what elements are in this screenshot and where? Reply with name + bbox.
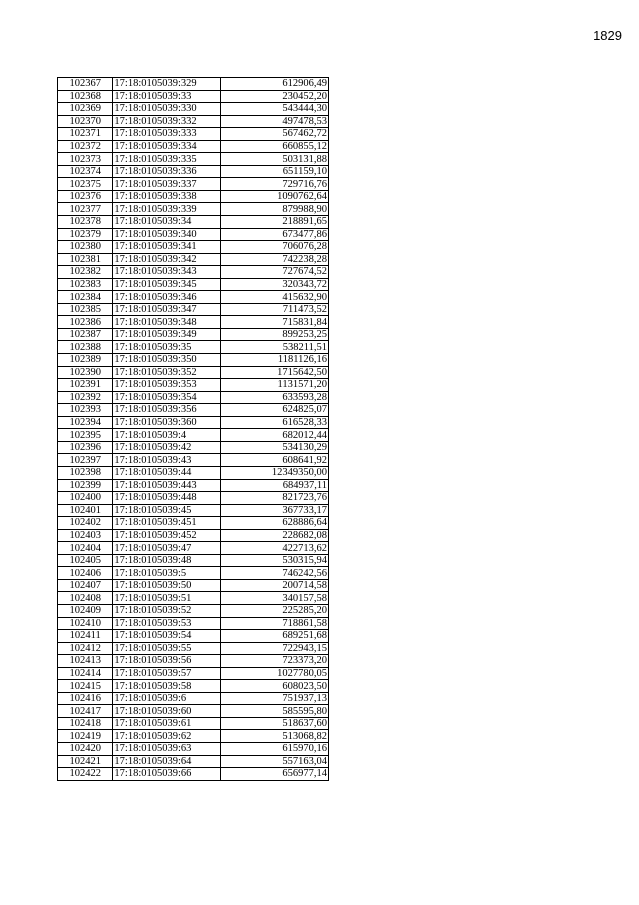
table-row xyxy=(58,604,329,617)
row-number-cell: 102381 xyxy=(58,253,113,266)
cadastral-value-cell: 1027780,05 xyxy=(221,667,329,680)
row-number-cell: 102421 xyxy=(58,755,113,768)
cadastral-value-cell: 612906,49 xyxy=(221,78,329,91)
row-number-cell: 102374 xyxy=(58,165,113,178)
table-body xyxy=(58,78,329,781)
row-number-cell: 102414 xyxy=(58,667,113,680)
cadastral-number-cell: 17:18:0105039:43 xyxy=(113,454,221,467)
cadastral-value-cell: 1181126,16 xyxy=(221,354,329,367)
table-row xyxy=(58,680,329,693)
cadastral-number-cell: 17:18:0105039:63 xyxy=(113,742,221,755)
row-number-cell: 102410 xyxy=(58,617,113,630)
cadastral-value-cell: 706076,28 xyxy=(221,241,329,254)
table-row xyxy=(58,78,329,91)
table-row xyxy=(58,416,329,429)
cadastral-value-cell: 821723,76 xyxy=(221,492,329,505)
cadastral-value-cell: 624825,07 xyxy=(221,404,329,417)
row-number-cell: 102397 xyxy=(58,454,113,467)
cadastral-number-cell: 17:18:0105039:329 xyxy=(113,78,221,91)
cadastral-number-cell: 17:18:0105039:34 xyxy=(113,216,221,229)
table-row xyxy=(58,542,329,555)
table-row xyxy=(58,178,329,191)
table-row xyxy=(58,203,329,216)
cadastral-number-cell: 17:18:0105039:354 xyxy=(113,391,221,404)
cadastral-value-cell: 513068,82 xyxy=(221,730,329,743)
cadastral-value-cell: 415632,90 xyxy=(221,291,329,304)
cadastral-value-cell: 689251,68 xyxy=(221,630,329,643)
cadastral-value-cell: 651159,10 xyxy=(221,165,329,178)
row-number-cell: 102416 xyxy=(58,692,113,705)
cadastral-number-cell: 17:18:0105039:347 xyxy=(113,303,221,316)
cadastral-number-cell: 17:18:0105039:352 xyxy=(113,366,221,379)
cadastral-value-cell: 751937,13 xyxy=(221,692,329,705)
cadastral-number-cell: 17:18:0105039:50 xyxy=(113,579,221,592)
table-row xyxy=(58,140,329,153)
cadastral-number-cell: 17:18:0105039:337 xyxy=(113,178,221,191)
cadastral-value-cell: 543444,30 xyxy=(221,103,329,116)
table-row xyxy=(58,366,329,379)
row-number-cell: 102368 xyxy=(58,90,113,103)
row-number-cell: 102395 xyxy=(58,429,113,442)
cadastral-number-cell: 17:18:0105039:345 xyxy=(113,278,221,291)
row-number-cell: 102394 xyxy=(58,416,113,429)
cadastral-value-cell: 497478,53 xyxy=(221,115,329,128)
cadastral-number-cell: 17:18:0105039:53 xyxy=(113,617,221,630)
cadastral-number-cell: 17:18:0105039:51 xyxy=(113,592,221,605)
cadastral-value-cell: 12349350,00 xyxy=(221,466,329,479)
row-number-cell: 102418 xyxy=(58,717,113,730)
table-row xyxy=(58,768,329,781)
row-number-cell: 102371 xyxy=(58,128,113,141)
table-row xyxy=(58,103,329,116)
cadastral-number-cell: 17:18:0105039:336 xyxy=(113,165,221,178)
cadastral-value-cell: 746242,56 xyxy=(221,567,329,580)
cadastral-number-cell: 17:18:0105039:56 xyxy=(113,655,221,668)
cadastral-number-cell: 17:18:0105039:52 xyxy=(113,604,221,617)
cadastral-number-cell: 17:18:0105039:6 xyxy=(113,692,221,705)
cadastral-number-cell: 17:18:0105039:334 xyxy=(113,140,221,153)
row-number-cell: 102388 xyxy=(58,341,113,354)
row-number-cell: 102399 xyxy=(58,479,113,492)
table-row xyxy=(58,165,329,178)
cadastral-number-cell: 17:18:0105039:338 xyxy=(113,190,221,203)
cadastral-number-cell: 17:18:0105039:339 xyxy=(113,203,221,216)
table-row xyxy=(58,328,329,341)
cadastral-value-cell: 320343,72 xyxy=(221,278,329,291)
cadastral-value-cell: 727674,52 xyxy=(221,266,329,279)
table-row xyxy=(58,630,329,643)
row-number-cell: 102372 xyxy=(58,140,113,153)
cadastral-value-cell: 742238,28 xyxy=(221,253,329,266)
row-number-cell: 102412 xyxy=(58,642,113,655)
cadastral-value-cell: 422713,62 xyxy=(221,542,329,555)
cadastral-value-cell: 518637,60 xyxy=(221,717,329,730)
cadastral-number-cell: 17:18:0105039:44 xyxy=(113,466,221,479)
row-number-cell: 102407 xyxy=(58,579,113,592)
table-row xyxy=(58,291,329,304)
row-number-cell: 102417 xyxy=(58,705,113,718)
table-row xyxy=(58,466,329,479)
table-row xyxy=(58,517,329,530)
cadastral-number-cell: 17:18:0105039:48 xyxy=(113,554,221,567)
row-number-cell: 102422 xyxy=(58,768,113,781)
cadastral-number-cell: 17:18:0105039:443 xyxy=(113,479,221,492)
row-number-cell: 102391 xyxy=(58,379,113,392)
cadastral-value-cell: 538211,51 xyxy=(221,341,329,354)
cadastral-value-cell: 1131571,20 xyxy=(221,379,329,392)
cadastral-number-cell: 17:18:0105039:66 xyxy=(113,768,221,781)
cadastral-value-cell: 660855,12 xyxy=(221,140,329,153)
cadastral-number-cell: 17:18:0105039:55 xyxy=(113,642,221,655)
row-number-cell: 102396 xyxy=(58,441,113,454)
table-row xyxy=(58,742,329,755)
row-number-cell: 102379 xyxy=(58,228,113,241)
cadastral-value-cell: 608641,92 xyxy=(221,454,329,467)
cadastral-number-cell: 17:18:0105039:5 xyxy=(113,567,221,580)
row-number-cell: 102376 xyxy=(58,190,113,203)
table-row xyxy=(58,90,329,103)
row-number-cell: 102369 xyxy=(58,103,113,116)
table-row xyxy=(58,429,329,442)
cadastral-value-cell: 628886,64 xyxy=(221,517,329,530)
cadastral-value-cell: 585595,80 xyxy=(221,705,329,718)
cadastral-value-cell: 225285,20 xyxy=(221,604,329,617)
table-row xyxy=(58,266,329,279)
row-number-cell: 102390 xyxy=(58,366,113,379)
table-row xyxy=(58,354,329,367)
cadastral-value-cell: 228682,08 xyxy=(221,529,329,542)
cadastral-value-cell: 879988,90 xyxy=(221,203,329,216)
cadastral-value-cell: 723373,20 xyxy=(221,655,329,668)
table-row xyxy=(58,216,329,229)
row-number-cell: 102409 xyxy=(58,604,113,617)
row-number-cell: 102413 xyxy=(58,655,113,668)
table-row xyxy=(58,642,329,655)
row-number-cell: 102393 xyxy=(58,404,113,417)
cadastral-number-cell: 17:18:0105039:346 xyxy=(113,291,221,304)
cadastral-number-cell: 17:18:0105039:330 xyxy=(113,103,221,116)
table-row xyxy=(58,705,329,718)
table-row xyxy=(58,278,329,291)
row-number-cell: 102403 xyxy=(58,529,113,542)
cadastral-number-cell: 17:18:0105039:45 xyxy=(113,504,221,517)
cadastral-number-cell: 17:18:0105039:332 xyxy=(113,115,221,128)
table-row xyxy=(58,529,329,542)
table-row xyxy=(58,190,329,203)
table-row xyxy=(58,153,329,166)
row-number-cell: 102411 xyxy=(58,630,113,643)
cadastral-value-cell: 1090762,64 xyxy=(221,190,329,203)
row-number-cell: 102408 xyxy=(58,592,113,605)
row-number-cell: 102387 xyxy=(58,328,113,341)
table-row xyxy=(58,341,329,354)
cadastral-number-cell: 17:18:0105039:54 xyxy=(113,630,221,643)
cadastral-number-cell: 17:18:0105039:356 xyxy=(113,404,221,417)
table-row xyxy=(58,492,329,505)
row-number-cell: 102405 xyxy=(58,554,113,567)
table-row xyxy=(58,228,329,241)
cadastral-number-cell: 17:18:0105039:349 xyxy=(113,328,221,341)
cadastral-number-cell: 17:18:0105039:448 xyxy=(113,492,221,505)
row-number-cell: 102398 xyxy=(58,466,113,479)
cadastral-number-cell: 17:18:0105039:342 xyxy=(113,253,221,266)
cadastral-value-cell: 711473,52 xyxy=(221,303,329,316)
row-number-cell: 102380 xyxy=(58,241,113,254)
row-number-cell: 102373 xyxy=(58,153,113,166)
cadastral-value-cell: 899253,25 xyxy=(221,328,329,341)
cadastral-number-cell: 17:18:0105039:335 xyxy=(113,153,221,166)
cadastral-value-cell: 729716,76 xyxy=(221,178,329,191)
cadastral-value-cell: 615970,16 xyxy=(221,742,329,755)
row-number-cell: 102402 xyxy=(58,517,113,530)
table-row xyxy=(58,316,329,329)
cadastral-value-cell: 673477,86 xyxy=(221,228,329,241)
cadastral-number-cell: 17:18:0105039:333 xyxy=(113,128,221,141)
cadastral-number-cell: 17:18:0105039:42 xyxy=(113,441,221,454)
table-row xyxy=(58,404,329,417)
row-number-cell: 102389 xyxy=(58,354,113,367)
table-row xyxy=(58,554,329,567)
cadastral-number-cell: 17:18:0105039:350 xyxy=(113,354,221,367)
cadastral-number-cell: 17:18:0105039:452 xyxy=(113,529,221,542)
row-number-cell: 102377 xyxy=(58,203,113,216)
table-row xyxy=(58,441,329,454)
cadastral-number-cell: 17:18:0105039:58 xyxy=(113,680,221,693)
row-number-cell: 102384 xyxy=(58,291,113,304)
row-number-cell: 102415 xyxy=(58,680,113,693)
cadastral-value-cell: 684937,11 xyxy=(221,479,329,492)
table-row xyxy=(58,241,329,254)
cadastral-value-cell: 722943,15 xyxy=(221,642,329,655)
row-number-cell: 102401 xyxy=(58,504,113,517)
table-row xyxy=(58,128,329,141)
table-row xyxy=(58,454,329,467)
cadastral-number-cell: 17:18:0105039:343 xyxy=(113,266,221,279)
row-number-cell: 102392 xyxy=(58,391,113,404)
table-row xyxy=(58,730,329,743)
cadastral-number-cell: 17:18:0105039:61 xyxy=(113,717,221,730)
cadastral-value-cell: 682012,44 xyxy=(221,429,329,442)
cadastral-number-cell: 17:18:0105039:35 xyxy=(113,341,221,354)
cadastral-value-cell: 218891,65 xyxy=(221,216,329,229)
cadastral-number-cell: 17:18:0105039:451 xyxy=(113,517,221,530)
cadastral-value-cell: 608023,50 xyxy=(221,680,329,693)
cadastral-value-cell: 557163,04 xyxy=(221,755,329,768)
table-row xyxy=(58,303,329,316)
cadastral-value-cell: 715831,84 xyxy=(221,316,329,329)
cadastral-value-cell: 633593,28 xyxy=(221,391,329,404)
row-number-cell: 102370 xyxy=(58,115,113,128)
cadastral-number-cell: 17:18:0105039:360 xyxy=(113,416,221,429)
table-row xyxy=(58,667,329,680)
cadastral-value-cell: 503131,88 xyxy=(221,153,329,166)
row-number-cell: 102367 xyxy=(58,78,113,91)
row-number-cell: 102378 xyxy=(58,216,113,229)
table-row xyxy=(58,617,329,630)
cadastral-number-cell: 17:18:0105039:340 xyxy=(113,228,221,241)
table-row xyxy=(58,655,329,668)
table-row xyxy=(58,379,329,392)
table-row xyxy=(58,567,329,580)
row-number-cell: 102420 xyxy=(58,742,113,755)
table-row xyxy=(58,579,329,592)
cadastral-number-cell: 17:18:0105039:64 xyxy=(113,755,221,768)
row-number-cell: 102419 xyxy=(58,730,113,743)
cadastral-value-cell: 340157,58 xyxy=(221,592,329,605)
cadastral-value-cell: 567462,72 xyxy=(221,128,329,141)
cadastral-number-cell: 17:18:0105039:57 xyxy=(113,667,221,680)
row-number-cell: 102383 xyxy=(58,278,113,291)
table-row xyxy=(58,115,329,128)
table-row xyxy=(58,592,329,605)
row-number-cell: 102382 xyxy=(58,266,113,279)
cadastral-number-cell: 17:18:0105039:341 xyxy=(113,241,221,254)
row-number-cell: 102375 xyxy=(58,178,113,191)
table-row xyxy=(58,479,329,492)
cadastral-value-cell: 200714,58 xyxy=(221,579,329,592)
cadastral-value-cell: 718861,58 xyxy=(221,617,329,630)
cadastral-number-cell: 17:18:0105039:62 xyxy=(113,730,221,743)
row-number-cell: 102386 xyxy=(58,316,113,329)
cadastral-value-cell: 367733,17 xyxy=(221,504,329,517)
table-row xyxy=(58,504,329,517)
row-number-cell: 102406 xyxy=(58,567,113,580)
cadastral-value-cell: 534130,29 xyxy=(221,441,329,454)
cadastre-value-table xyxy=(57,77,329,781)
cadastral-value-cell: 656977,14 xyxy=(221,768,329,781)
cadastral-number-cell: 17:18:0105039:33 xyxy=(113,90,221,103)
row-number-cell: 102400 xyxy=(58,492,113,505)
table-row xyxy=(58,253,329,266)
cadastral-value-cell: 230452,20 xyxy=(221,90,329,103)
page-number: 1829 xyxy=(593,28,622,43)
cadastral-number-cell: 17:18:0105039:348 xyxy=(113,316,221,329)
row-number-cell: 102404 xyxy=(58,542,113,555)
table-row xyxy=(58,692,329,705)
cadastral-value-cell: 616528,33 xyxy=(221,416,329,429)
cadastral-number-cell: 17:18:0105039:60 xyxy=(113,705,221,718)
table-row xyxy=(58,717,329,730)
table-row xyxy=(58,755,329,768)
cadastral-value-cell: 530315,94 xyxy=(221,554,329,567)
row-number-cell: 102385 xyxy=(58,303,113,316)
table-row xyxy=(58,391,329,404)
cadastral-value-cell: 1715642,50 xyxy=(221,366,329,379)
cadastral-number-cell: 17:18:0105039:353 xyxy=(113,379,221,392)
cadastral-number-cell: 17:18:0105039:4 xyxy=(113,429,221,442)
cadastral-number-cell: 17:18:0105039:47 xyxy=(113,542,221,555)
